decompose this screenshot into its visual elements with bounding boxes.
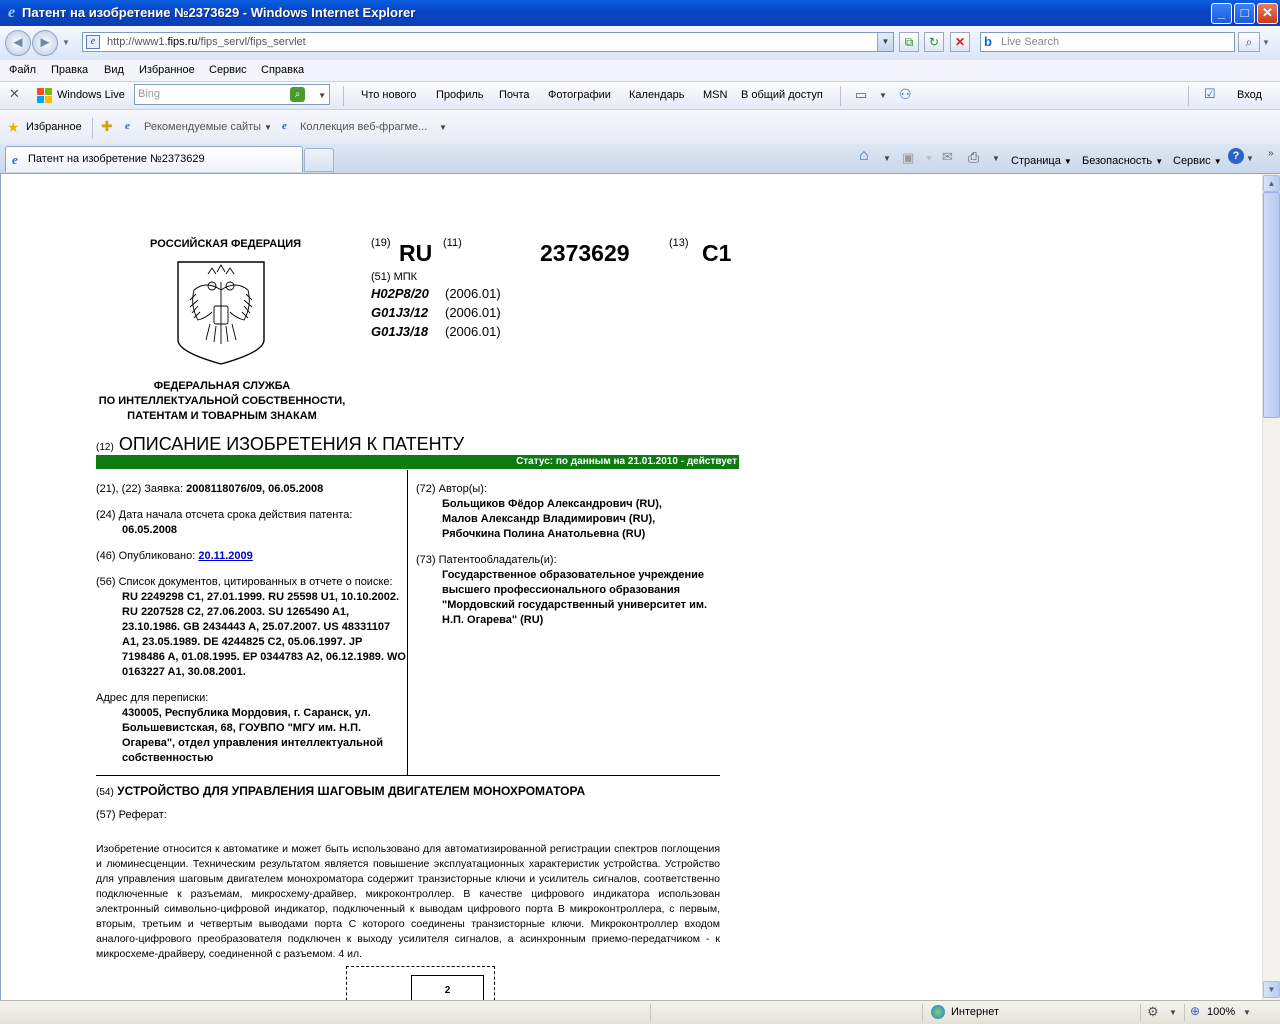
home-chevron-icon[interactable]: ▼ <box>883 154 891 163</box>
check-messenger-icon[interactable]: ☑ <box>1204 86 1216 101</box>
refresh-icon[interactable]: ↻ <box>924 32 944 52</box>
suggested-sites-link[interactable]: Рекомендуемые сайты <box>144 121 262 133</box>
feeds-chevron-icon[interactable]: ▼ <box>925 154 933 163</box>
ipc-label: (51) МПК <box>371 271 418 283</box>
wl-share-link[interactable]: В общий доступ <box>741 89 823 101</box>
windows-live-toolbar <box>0 82 1280 110</box>
application-field: (21), (22) Заявка: 2008118076/09, 06.05.2008 <box>96 483 324 495</box>
wl-calendar-link[interactable]: Календарь <box>629 89 685 101</box>
status-bar <box>0 1000 1280 1024</box>
column-divider <box>407 470 408 776</box>
windows-live-logo-icon <box>37 88 53 104</box>
zoom-icon[interactable]: ⊕ <box>1190 1004 1201 1018</box>
suggested-sites-chevron-icon[interactable]: ▼ <box>264 123 272 132</box>
favorites-bar <box>0 110 1280 144</box>
address-dropdown-chevron-icon[interactable]: ▼ <box>877 33 893 51</box>
kind-code: C1 <box>702 240 732 266</box>
favorites-button[interactable]: Избранное <box>26 121 82 133</box>
print-icon[interactable]: ⎙ <box>968 149 980 165</box>
address-input[interactable] <box>82 32 894 52</box>
ipc-entry: H02P8/20 (2006.01) <box>371 286 501 301</box>
coat-of-arms-icon <box>176 260 266 366</box>
wl-photos-link[interactable]: Фотографии <box>548 89 611 101</box>
published-date-link[interactable]: 20.11.2009 <box>198 550 253 562</box>
favorites-star-icon: ★ <box>7 119 20 135</box>
title-bar[interactable] <box>0 0 1280 26</box>
close-button[interactable]: ✕ <box>1257 3 1278 24</box>
tools-menu[interactable]: Сервис ▼ <box>1173 155 1222 167</box>
search-dropdown-chevron-icon[interactable]: ▼ <box>318 91 326 100</box>
scroll-thumb[interactable] <box>1263 192 1280 418</box>
menu-file[interactable]: Файл <box>9 64 37 76</box>
author-name: Малов Александр Владимирович (RU), <box>442 513 656 525</box>
invention-title: (54) УСТРОЙСТВО ДЛЯ УПРАВЛЕНИЯ ШАГОВЫМ ДВИГАТЕЛЕМ МОНОХРОМАТОРА <box>96 784 586 798</box>
page-icon: e <box>12 152 18 167</box>
wl-profile-link[interactable]: Профиль <box>436 89 484 101</box>
country-code: RU <box>399 240 433 266</box>
help-chevron-icon[interactable]: ▼ <box>1246 154 1254 163</box>
ipc-entry: G01J3/18 (2006.01) <box>371 324 501 339</box>
author-name: Рябочкина Полина Анатольевна (RU) <box>442 528 646 540</box>
menu-help[interactable]: Справка <box>261 64 305 76</box>
home-icon[interactable]: ⌂ <box>859 147 869 164</box>
status-banner: Статус: по данным на 21.01.2010 - действует <box>96 455 739 469</box>
add-to-favorites-bar-icon[interactable]: ✚ <box>101 118 113 134</box>
country-header: РОССИЙСКАЯ ФЕДЕРАЦИЯ <box>150 238 302 250</box>
web-slice-chevron-icon[interactable]: ▼ <box>439 123 447 132</box>
vertical-scrollbar[interactable] <box>1262 174 1280 1000</box>
window-title: Патент на изобретение №2373629 - Windows Internet Explorer <box>22 5 416 20</box>
agency-name: ФЕДЕРАЛЬНАЯ СЛУЖБА ПО ИНТЕЛЛЕКТУАЛЬНОЙ СОБСТВЕННОСТИ, ПАТЕНТАМ И ТОВАРНЫМ ЗНАКАМ <box>98 380 346 422</box>
layout-dropdown-chevron-icon[interactable]: ▼ <box>879 91 887 100</box>
figure-block-label: 2 <box>411 975 484 1005</box>
patent-holder-field: (73) Патентообладатель(и): Государственное образовательное учреждение высшего профессионального образования "Мордовский государственный университет им. Н.П. Огарева" (RU) <box>416 554 708 626</box>
maximize-button[interactable]: □ <box>1234 3 1255 24</box>
page-icon: e <box>86 35 100 49</box>
tab-label: Патент на изобретение №2373629 <box>28 153 205 165</box>
search-options-chevron-icon[interactable]: ▼ <box>1262 38 1270 47</box>
toolbar-overflow-chevron-icon[interactable]: » <box>1268 148 1274 159</box>
abstract-text: Изобретение относится к автоматике и может быть использовано для автоматизированной регистрации спектров поглощения и люминесценции. Техническим результатом является повышение эксплуатационных характеристик устройства. Устройство для управления шаговым двигателем монохроматора содержит транзисторные ключи и усилитель сигналов, соответственно подключенные к разъемам, микросхему-драйвер, микроконтроллер. В качестве цифрового индикатора использован электронный символьно-цифровой индикатор, подключенный к выводам цифрового порта В микроконтроллера, с первым, вторым, третьим и четвертым выводами порта С которого соединены транзисторные ключи. Микроконтроллер входом аналого-цифрового преобразователя подключен к выходу усилителя сигналов, а асинхронным приемо-передатчиком - к микросхеме-драйверу, соединенной с разъемом. 4 ил. <box>96 843 720 960</box>
section-divider <box>96 775 720 776</box>
print-chevron-icon[interactable]: ▼ <box>992 154 1000 163</box>
menu-favorites[interactable]: Избранное <box>139 64 195 76</box>
menu-bar <box>0 60 1280 82</box>
compatibility-view-icon[interactable]: ⧉ <box>899 32 919 52</box>
cited-documents-field: (56) Список документов, цитированных в отчете о поиске: RU 2249298 C1, 27.01.1999. RU 25598 U1, 10.10.2002. RU 2207528 C2, 27.06.2003. SU 1265490 A1, 23.10.1986. GB 2434443 A, 25.07.2007. US 48331107 A1, 23.05.1989. DE 4244825 C2, 05.06.1997. JP 7198486 A, 01.08.1995. EP 0344783 A2, 06.12.1989. WO 0163227 A1, 30.08.2001. <box>96 576 406 678</box>
help-icon[interactable]: ? <box>1228 148 1244 164</box>
bing-search-input[interactable]: Bing ⌕ ▼ <box>134 84 330 105</box>
bing-logo-icon: b <box>984 34 992 49</box>
window-layout-icon[interactable]: ▭ <box>855 87 868 102</box>
inid-11: (11) <box>443 237 462 249</box>
windows-live-label[interactable]: Windows Live <box>57 89 125 101</box>
published-field: (46) Опубликовано: 20.11.2009 <box>96 550 253 562</box>
protected-mode-chevron-icon[interactable]: ▼ <box>1169 1008 1177 1017</box>
tab-patent[interactable] <box>5 146 303 172</box>
scroll-down-icon[interactable]: ▼ <box>1263 981 1280 998</box>
wl-mail-link[interactable]: Почта <box>499 89 530 101</box>
read-mail-icon[interactable]: ✉ <box>942 149 953 164</box>
wl-whats-new-link[interactable]: Что нового <box>361 89 417 101</box>
feeds-icon[interactable]: ▣ <box>902 150 915 165</box>
patent-number: 2373629 <box>540 240 630 266</box>
inid-13: (13) <box>669 237 689 249</box>
web-slice-gallery-link[interactable]: Коллекция веб-фрагме... <box>300 121 428 133</box>
people-icon[interactable]: ⚇ <box>899 86 912 102</box>
page-icon: e <box>282 120 287 132</box>
term-start-field: (24) Дата начала отсчета срока действия патента: 06.05.2008 <box>96 509 353 536</box>
address-bar-row <box>0 26 1280 60</box>
page-menu[interactable]: Страница ▼ <box>1011 155 1072 167</box>
page-icon: e <box>125 120 130 132</box>
address-text[interactable]: http://www1.fips.ru/fips_servl/fips_servlet <box>107 36 306 48</box>
menu-view[interactable]: Вид <box>104 64 124 76</box>
safety-menu[interactable]: Безопасность ▼ <box>1082 155 1164 167</box>
menu-edit[interactable]: Правка <box>51 64 89 76</box>
menu-tools[interactable]: Сервис <box>209 64 247 76</box>
forward-button[interactable]: ► <box>32 30 58 56</box>
wl-msn-link[interactable]: MSN <box>703 89 728 101</box>
zoom-level[interactable]: 100% <box>1207 1006 1236 1018</box>
internet-zone-icon <box>931 1005 945 1019</box>
minimize-button[interactable]: _ <box>1211 3 1232 24</box>
close-toolbar-icon[interactable]: ✕ <box>9 86 20 101</box>
recent-pages-chevron-icon[interactable]: ▼ <box>62 38 70 47</box>
document-title: (12) ОПИСАНИЕ ИЗОБРЕТЕНИЯ К ПАТЕНТУ <box>96 434 465 454</box>
protected-mode-icon[interactable]: ⚙ <box>1147 1004 1159 1019</box>
back-button[interactable]: ◄ <box>5 30 31 56</box>
zoom-chevron-icon[interactable]: ▼ <box>1243 1008 1251 1017</box>
sign-in-link[interactable]: Вход <box>1237 89 1262 101</box>
address-field: Адрес для переписки: 430005, Республика Мордовия, г. Саранск, ул. Большевистская, 68, ГОУВПО "МГУ им. Н.П. Огарева", отдел управления интеллектуальной собственностью <box>96 692 384 764</box>
live-search-input[interactable]: b Live Search <box>980 32 1235 52</box>
search-go-icon[interactable]: ⌕ <box>290 87 305 102</box>
tab-bar <box>0 144 1280 174</box>
ie-logo-icon: e <box>7 4 16 21</box>
abstract-label: (57) Реферат: <box>96 809 167 821</box>
authors-field: (72) Автор(ы): Больщиков Фёдор Александрович (RU), Малов Александр Владимирович (RU), Рябочкина Полина Анатольевна (RU) <box>416 482 726 542</box>
new-tab-button[interactable] <box>304 148 334 172</box>
search-go-icon[interactable]: ⌕ <box>1238 32 1260 52</box>
scroll-up-icon[interactable]: ▲ <box>1263 175 1280 192</box>
author-name: Больщиков Фёдор Александрович (RU), <box>442 498 662 510</box>
security-zone-label: Интернет <box>951 1006 999 1018</box>
stop-icon[interactable]: ✕ <box>950 32 970 52</box>
ipc-entry: G01J3/12 (2006.01) <box>371 305 501 320</box>
inid-19: (19) <box>371 237 391 249</box>
